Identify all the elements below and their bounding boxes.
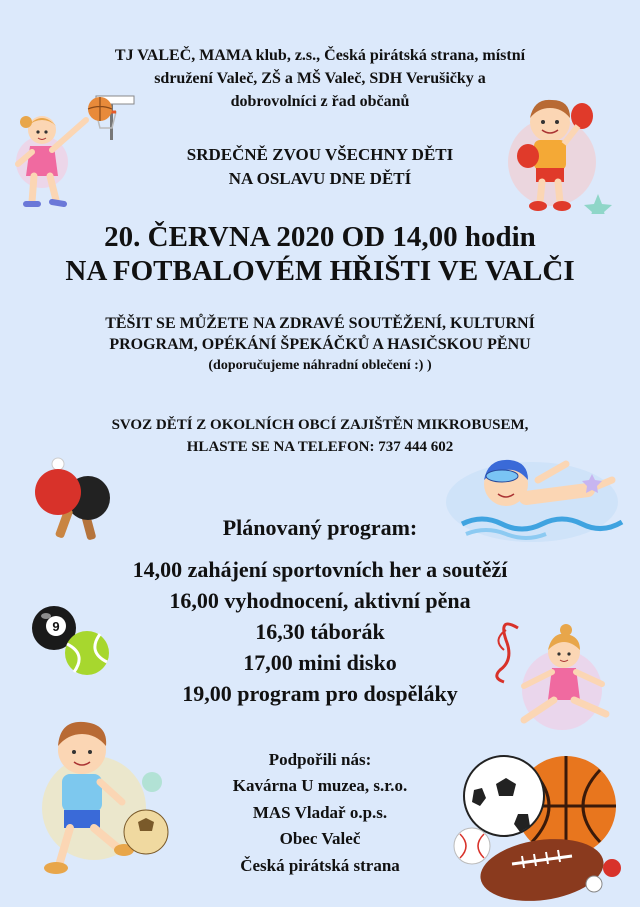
offer-line: TĚŠIT SE MŮŽETE NA ZDRAVÉ SOUTĚŽENÍ, KULTURNÍ — [105, 315, 535, 332]
event-place: NA FOTBALOVÉM HŘIŠTI VE VALČI — [65, 255, 575, 287]
sports-balls-icon — [446, 744, 632, 904]
sponsor-item: Česká pirátská strana — [240, 855, 400, 875]
program-title: Plánovaný program: — [222, 515, 418, 540]
offer-line: PROGRAM, OPÉKÁNÍ ŠPEKÁČKŮ A HASIČSKOU PĚNU — [109, 336, 531, 353]
billiard-ball-number: 9 — [52, 619, 60, 634]
boy-swimming-icon — [442, 444, 628, 550]
organizers-line: sdružení Valeč, ZŠ a MŠ Valeč, SDH Verušičky a — [154, 70, 486, 87]
boy-boxing-icon — [500, 94, 624, 214]
program-item: 17,00 mini disko — [243, 650, 397, 675]
transport-line: SVOZ DĚTÍ Z OKOLNÍCH OBCÍ ZAJIŠTĚN MIKROBUSEM, — [111, 417, 529, 433]
sponsor-item: Kavárna U muzea, s.r.o. — [232, 776, 408, 795]
girl-gymnast-icon — [484, 610, 620, 736]
organizers-line: dobrovolníci z řad občanů — [230, 93, 410, 110]
program-item: 19,00 program pro dospěláky — [182, 681, 458, 706]
sponsor-item: Obec Valeč — [279, 829, 361, 848]
boy-soccer-icon — [34, 712, 184, 884]
transport-phone-line: HLASTE SE NA TELEFON: 737 444 602 — [186, 439, 454, 455]
program-item: 14,00 zahájení sportovních her a soutěží — [132, 557, 508, 582]
offer-note: (doporučujeme náhradní oblečení :) ) — [208, 358, 432, 373]
event-date: 20. ČERVNA 2020 OD 14,00 hodin — [104, 221, 536, 253]
sponsor-item: MAS Vladař o.p.s. — [252, 802, 388, 822]
offer — [0, 313, 640, 376]
sponsors-title: Podpořili nás: — [268, 750, 372, 769]
tennis-ball-icon — [62, 628, 112, 678]
invitation-line: NA OSLAVU DNE DĚTÍ — [228, 169, 412, 188]
ping-pong-paddles-icon — [32, 456, 114, 548]
girl-basketball-icon — [12, 92, 140, 212]
program-item: 16,30 táborák — [255, 619, 385, 644]
invitation-line: SRDEČNĚ ZVOU VŠECHNY DĚTI — [186, 145, 454, 164]
program-item: 16,00 vyhodnocení, aktivní pěna — [169, 588, 471, 613]
organizers-line: TJ VALEČ, MAMA klub, z.s., Česká pirátská strana, místní — [114, 47, 526, 64]
